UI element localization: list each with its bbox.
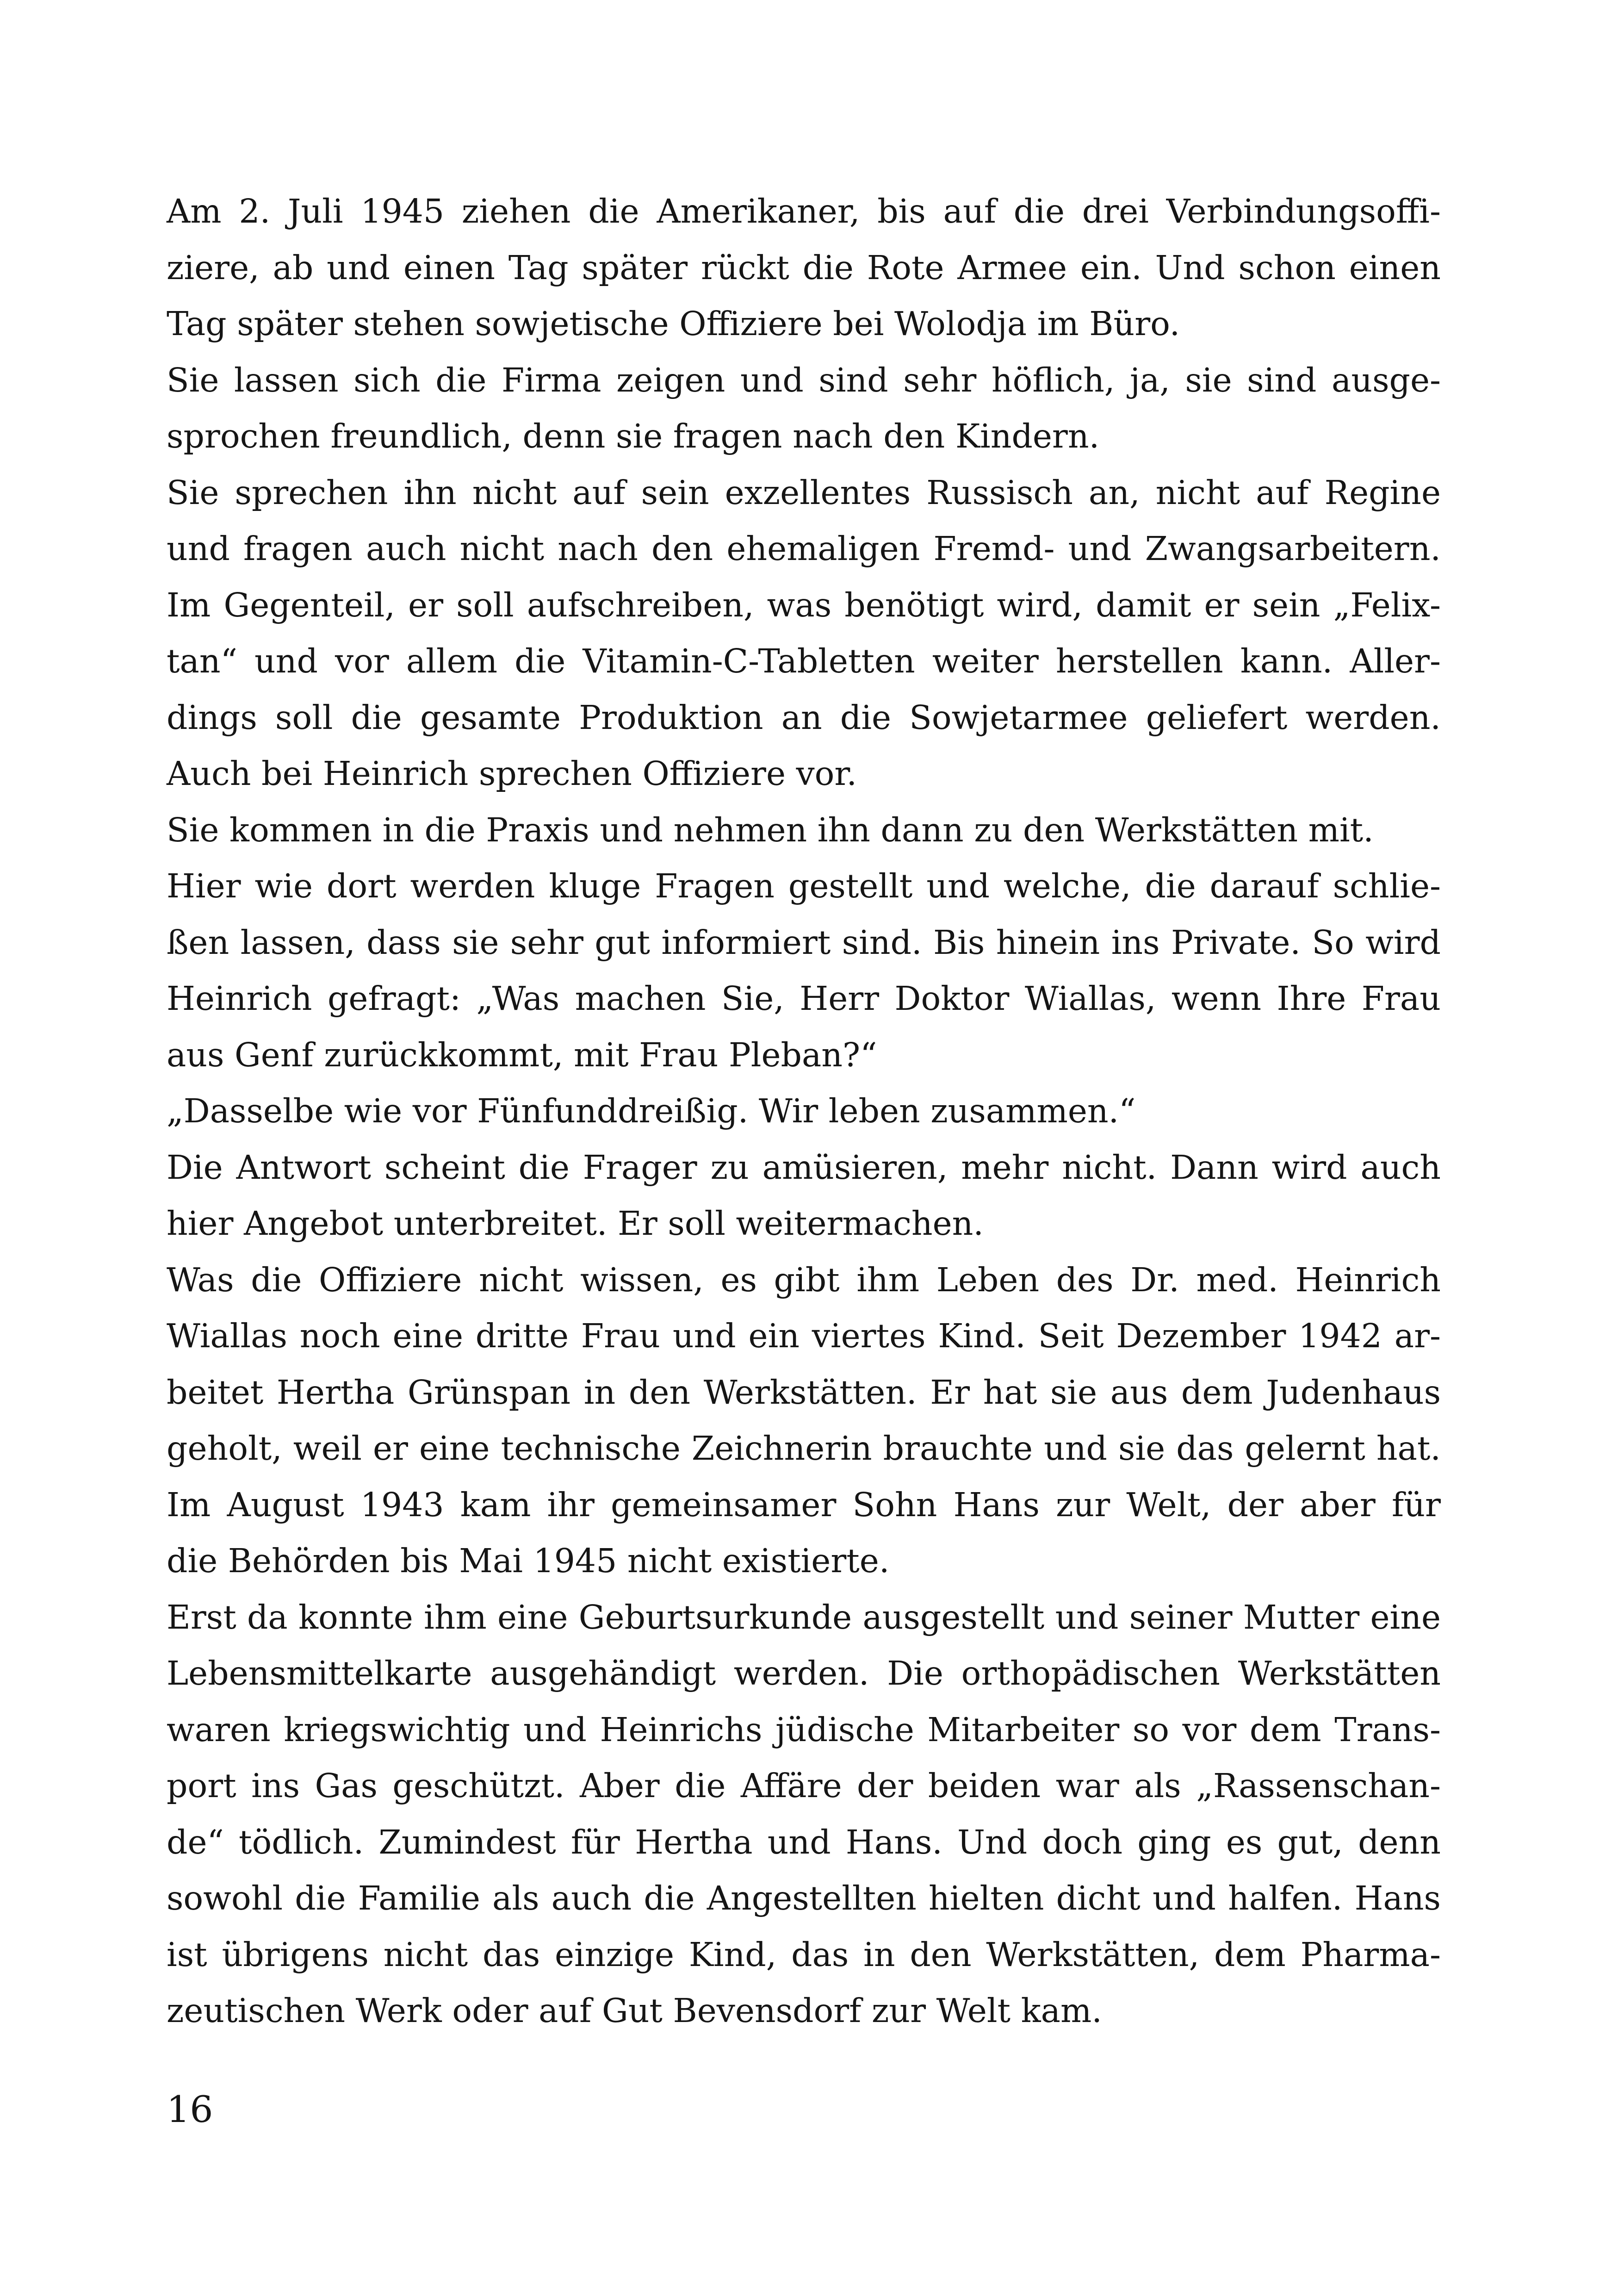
text-line: Im August 1943 kam ihr gemeinsamer Sohn Hans zur Welt, der aber für xyxy=(167,1485,1441,1524)
text-line: ßen lassen, dass sie sehr gut informiert sind. Bis hinein ins Private. So wird xyxy=(167,923,1441,962)
text-line: zeutischen Werk oder auf Gut Bevensdorf zur Welt kam. xyxy=(167,1991,1102,2030)
text-line: Lebensmittelkarte ausgehändigt werden. Die orthopädischen Werkstätten xyxy=(167,1654,1441,1692)
text-line: Am 2. Juli 1945 ziehen die Amerikaner, bis auf die drei Verbindungsoffi- xyxy=(167,192,1441,230)
text-line: Was die Offiziere nicht wissen, es gibt ihm Leben des Dr. med. Heinrich xyxy=(167,1260,1441,1299)
text-line: ziere, ab und einen Tag später rückt die Rote Armee ein. Und schon einen xyxy=(167,248,1441,287)
text-line: Tag später stehen sowjetische Offiziere bei Wolodja im Büro. xyxy=(167,305,1180,343)
text-line: Sie kommen in die Praxis und nehmen ihn dann zu den Werkstätten mit. xyxy=(167,810,1374,849)
text-line: hier Angebot unterbreitet. Er soll weitermachen. xyxy=(167,1204,984,1243)
text-line: beitet Hertha Grünspan in den Werkstätten. Er hat sie aus dem Judenhaus xyxy=(167,1373,1441,1412)
text-line: „Dasselbe wie vor Fünfunddreißig. Wir leben zusammen.“ xyxy=(167,1092,1136,1130)
text-line: Sie lassen sich die Firma zeigen und sind sehr höflich, ja, sie sind ausge- xyxy=(167,361,1441,399)
text-line: Sie sprechen ihn nicht auf sein exzellentes Russisch an, nicht auf Regine xyxy=(167,473,1441,512)
text-line: port ins Gas geschützt. Aber die Affäre der beiden war als „Rassenschan- xyxy=(167,1767,1441,1805)
text-line: de“ tödlich. Zumindest für Hertha und Hans. Und doch ging es gut, denn xyxy=(167,1823,1441,1861)
text-line: sowohl die Familie als auch die Angestellten hielten dicht und halfen. Hans xyxy=(167,1879,1441,1917)
text-line: waren kriegswichtig und Heinrichs jüdische Mitarbeiter so vor dem Trans- xyxy=(167,1710,1441,1749)
text-line: die Behörden bis Mai 1945 nicht existierte. xyxy=(167,1542,890,1580)
text-line: geholt, weil er eine technische Zeichnerin brauchte und sie das gelernt hat. xyxy=(167,1429,1441,1468)
text-line: Erst da konnte ihm eine Geburtsurkunde ausgestellt und seiner Mutter eine xyxy=(167,1598,1441,1636)
text-line: Hier wie dort werden kluge Fragen gestellt und welche, die darauf schlie- xyxy=(167,867,1441,905)
page-number: 16 xyxy=(167,2088,213,2131)
text-line: Im Gegenteil, er soll aufschreiben, was benötigt wird, damit er sein „Felix- xyxy=(167,585,1441,624)
text-line: tan“ und vor allem die Vitamin-C-Tabletten weiter herstellen kann. Aller- xyxy=(167,642,1441,680)
text-line: ist übrigens nicht das einzige Kind, das in den Werkstätten, dem Pharma- xyxy=(167,1935,1441,1974)
text-line: und fragen auch nicht nach den ehemaligen Fremd- und Zwangsarbeitern. xyxy=(167,529,1441,568)
text-line: aus Genf zurückkommt, mit Frau Pleban?“ xyxy=(167,1035,877,1074)
text-line: Heinrich gefragt: „Was machen Sie, Herr Doktor Wiallas, wenn Ihre Frau xyxy=(167,979,1441,1018)
body-text xyxy=(167,183,1441,2039)
text-line: dings soll die gesamte Produktion an die Sowjetarmee geliefert werden. xyxy=(167,698,1441,737)
text-line: Die Antwort scheint die Frager zu amüsieren, mehr nicht. Dann wird auch xyxy=(167,1148,1441,1187)
text-line: sprochen freundlich, denn sie fragen nach den Kindern. xyxy=(167,417,1100,455)
text-line: Wiallas noch eine dritte Frau und ein viertes Kind. Seit Dezember 1942 ar- xyxy=(167,1317,1441,1355)
text-line: Auch bei Heinrich sprechen Offiziere vor. xyxy=(167,754,857,793)
